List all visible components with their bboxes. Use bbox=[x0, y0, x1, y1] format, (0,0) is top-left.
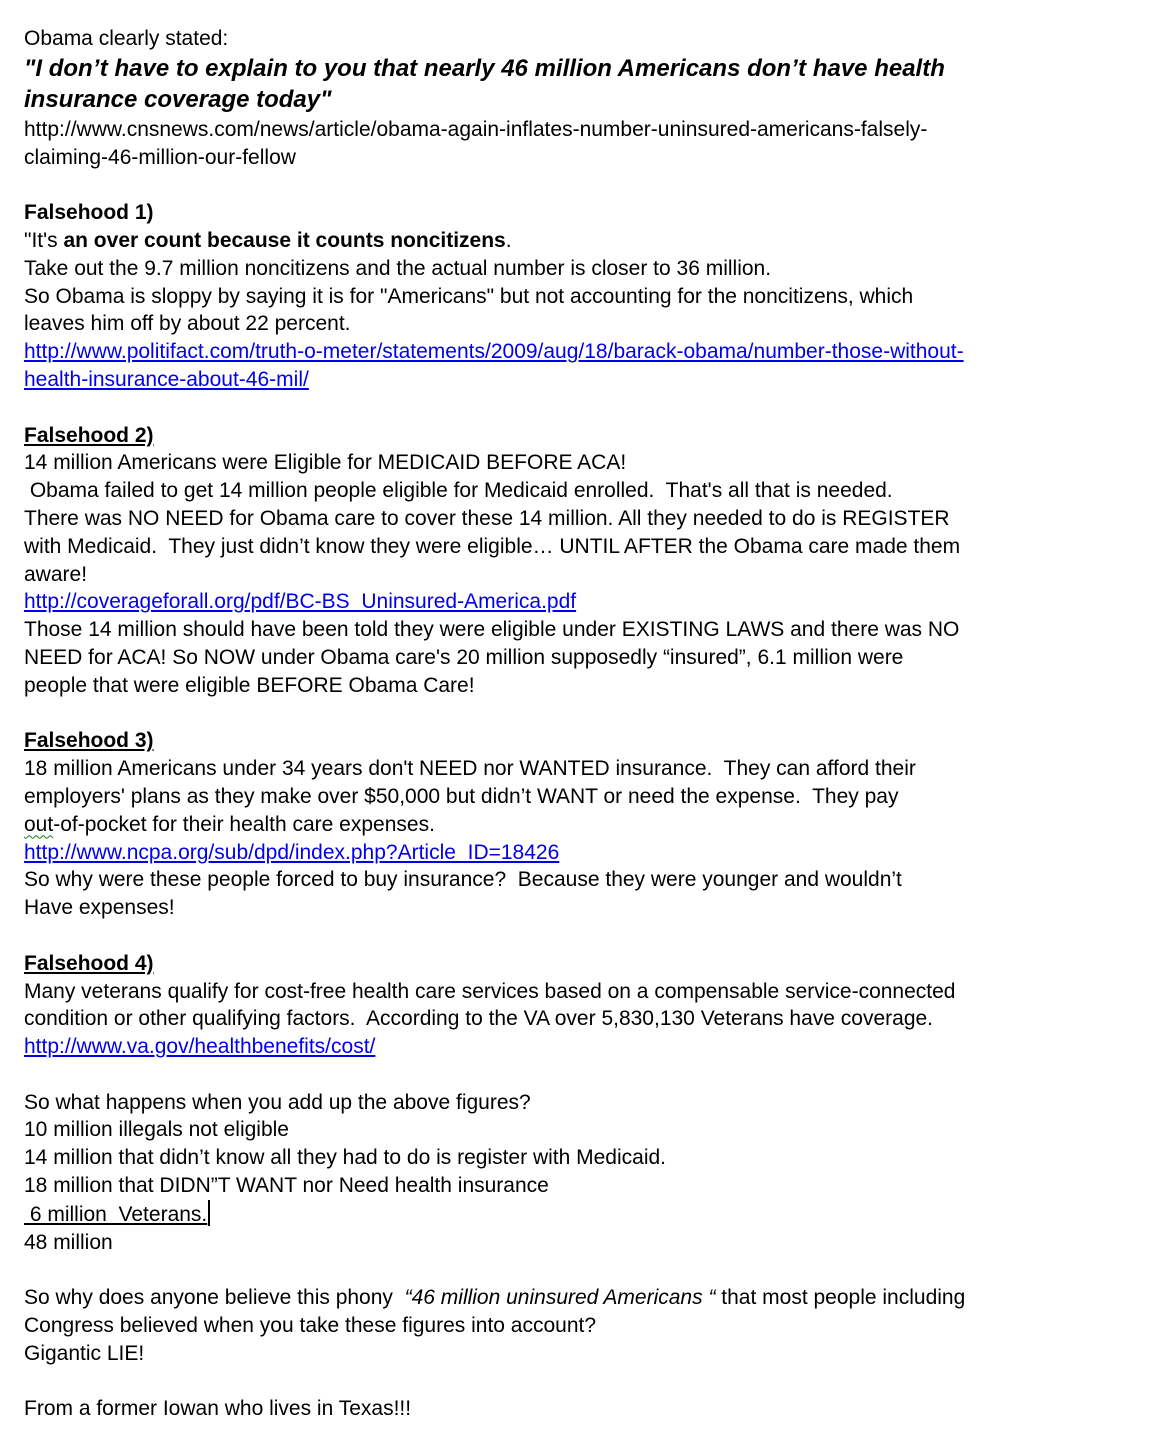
text-run: aware! bbox=[24, 562, 88, 586]
signoff-line bbox=[24, 1395, 1132, 1423]
sum-line-underlined bbox=[24, 1200, 1132, 1229]
hyperlink[interactable]: http://coverageforall.org/pdf/BC-BS_Uninsured-America.pdf bbox=[24, 590, 577, 614]
text-run: 18 million that DIDN”T WANT nor Need health insurance bbox=[24, 1174, 549, 1198]
politifact-link-line bbox=[24, 338, 1132, 366]
paragraph-line bbox=[24, 283, 1132, 311]
text-run: Obama failed to get 14 million people eligible for Medicaid enrolled. That's all that is needed. bbox=[24, 479, 893, 503]
paragraph-line bbox=[24, 505, 1132, 533]
text-run: 14 million Americans were Eligible for MEDICAID BEFORE ACA! bbox=[24, 451, 627, 475]
text-run: with Medicaid. They just didn’t know they were eligible… UNTIL AFTER the Obama care made them bbox=[24, 534, 961, 558]
text-run: -of-pocket for their health care expenses. bbox=[53, 812, 435, 836]
paragraph-line bbox=[24, 811, 1132, 839]
text-run: So why does anyone believe this phony bbox=[24, 1286, 405, 1310]
paragraph-line bbox=[24, 866, 1132, 894]
paragraph-line bbox=[24, 1340, 1132, 1368]
blank-line bbox=[24, 394, 1132, 422]
blank-line bbox=[24, 1061, 1132, 1089]
text-run: Congress believed when you take these figures into account? bbox=[24, 1314, 597, 1338]
obama-quote-line bbox=[24, 84, 1132, 116]
paragraph-line bbox=[24, 644, 1132, 672]
cnsnews-url-line bbox=[24, 116, 1132, 144]
blank-line bbox=[24, 700, 1132, 728]
paragraph-line bbox=[24, 616, 1132, 644]
text-run: 10 million illegals not eligible bbox=[24, 1118, 289, 1142]
text-run: employers' plans as they make over $50,000 but didn’t WANT or need the expense. They pay bbox=[24, 784, 899, 808]
text-run: So Obama is sloppy by saying it is for "Americans" but not accounting for the noncitizens, which bbox=[24, 284, 914, 308]
text-run: NEED for ACA! So NOW under Obama care's 20 million supposedly “insured”, 6.1 million were bbox=[24, 645, 904, 669]
paragraph-line bbox=[24, 1312, 1132, 1340]
text-run: people that were eligible BEFORE Obama Care! bbox=[24, 673, 475, 697]
hyperlink[interactable]: http://www.ncpa.org/sub/dpd/index.php?Article_ID=18426 bbox=[24, 840, 560, 864]
falsehood-4-heading bbox=[24, 950, 1132, 978]
paragraph-line bbox=[24, 978, 1132, 1006]
cnsnews-url-line bbox=[24, 144, 1132, 172]
intro-line bbox=[24, 25, 1132, 53]
paragraph-line bbox=[24, 561, 1132, 589]
text-run: Many veterans qualify for cost-free health care services based on a compensable service-connected bbox=[24, 979, 956, 1003]
blank-line bbox=[24, 171, 1132, 199]
text-run: 6 million Veterans. bbox=[24, 1202, 208, 1226]
hyperlink[interactable]: http://www.politifact.com/truth-o-meter/statements/2009/aug/18/barack-obama/number-those-without- bbox=[24, 340, 964, 364]
text-run: an over count because it counts noncitizens bbox=[63, 228, 506, 252]
text-run: So what happens when you add up the above figures? bbox=[24, 1090, 531, 1114]
text-run: Those 14 million should have been told they were eligible under EXISTING LAWS and there was NO bbox=[24, 618, 960, 642]
text-run: "I don’t have to explain to you that nearly 46 million Americans don’t have health bbox=[24, 54, 945, 82]
paragraph-line bbox=[24, 1089, 1132, 1117]
text-run: 18 million Americans under 34 years don't NEED nor WANTED insurance. They can afford their bbox=[24, 757, 916, 781]
obama-quote-line bbox=[24, 53, 1132, 85]
text-run: http://www.cnsnews.com/news/article/obama-again-inflates-number-uninsured-americans-falsely- bbox=[24, 117, 928, 141]
text-run: Falsehood 2) bbox=[24, 423, 154, 447]
text-run: Falsehood 4) bbox=[24, 951, 154, 975]
text-run: Have expenses! bbox=[24, 896, 175, 920]
paragraph-line bbox=[24, 310, 1132, 338]
text-run: leaves him off by about 22 percent. bbox=[24, 312, 351, 336]
paragraph-line bbox=[24, 672, 1132, 700]
paragraph-line bbox=[24, 227, 1132, 255]
sum-line bbox=[24, 1172, 1132, 1200]
paragraph-line bbox=[24, 783, 1132, 811]
falsehood-1-heading bbox=[24, 199, 1132, 227]
paragraph-line bbox=[24, 533, 1132, 561]
text-run: Obama clearly stated: bbox=[24, 27, 229, 50]
sum-line bbox=[24, 1144, 1132, 1172]
text-run: condition or other qualifying factors. According to the VA over 5,830,130 Veterans have coverage. bbox=[24, 1007, 934, 1031]
politifact-link-line bbox=[24, 366, 1132, 394]
blank-line bbox=[24, 1256, 1132, 1284]
sum-total-line bbox=[24, 1229, 1132, 1257]
paragraph-line bbox=[24, 255, 1132, 283]
paragraph-line bbox=[24, 1284, 1132, 1312]
sum-line bbox=[24, 1116, 1132, 1144]
va-link-line bbox=[24, 1033, 1132, 1061]
text-run: 48 million bbox=[24, 1230, 113, 1254]
paragraph-line bbox=[24, 755, 1132, 783]
text-run: Falsehood 3) bbox=[24, 729, 154, 753]
paragraph-line bbox=[24, 1005, 1132, 1033]
falsehood-3-heading bbox=[24, 727, 1132, 755]
text-run: . bbox=[505, 228, 512, 252]
hyperlink[interactable]: http://www.va.gov/healthbenefits/cost/ bbox=[24, 1035, 376, 1059]
paragraph-line bbox=[24, 449, 1132, 477]
text-cursor bbox=[208, 1200, 210, 1226]
text-run: Take out the 9.7 million noncitizens and the actual number is closer to 36 million. bbox=[24, 256, 772, 280]
text-run: 14 million that didn’t know all they had to do is register with Medicaid. bbox=[24, 1146, 666, 1170]
text-run: So why were these people forced to buy insurance? Because they were younger and wouldn’t bbox=[24, 868, 902, 892]
text-run: From a former Iowan who lives in Texas!!! bbox=[24, 1397, 412, 1421]
text-run: claiming-46-million-our-fellow bbox=[24, 145, 296, 169]
falsehood-2-heading bbox=[24, 422, 1132, 450]
ncpa-link-line bbox=[24, 839, 1132, 867]
paragraph-line bbox=[24, 894, 1132, 922]
coverageforall-link-line bbox=[24, 588, 1132, 616]
hyperlink[interactable]: health-insurance-about-46-mil/ bbox=[24, 367, 309, 391]
text-run: Gigantic LIE! bbox=[24, 1341, 145, 1365]
text-run: "It's bbox=[24, 228, 64, 252]
paragraph-line bbox=[24, 477, 1132, 505]
text-run: insurance coverage today" bbox=[24, 86, 332, 114]
text-run: Falsehood 1) bbox=[24, 201, 154, 225]
blank-line bbox=[24, 1368, 1132, 1396]
text-run: that most people including bbox=[715, 1286, 966, 1310]
spellcheck-flagged-word: out bbox=[24, 812, 54, 836]
blank-line bbox=[24, 922, 1132, 950]
text-run: “46 million uninsured Americans “ bbox=[404, 1286, 716, 1310]
text-run: There was NO NEED for Obama care to cover these 14 million. All they needed to do is REGISTER bbox=[24, 506, 950, 530]
